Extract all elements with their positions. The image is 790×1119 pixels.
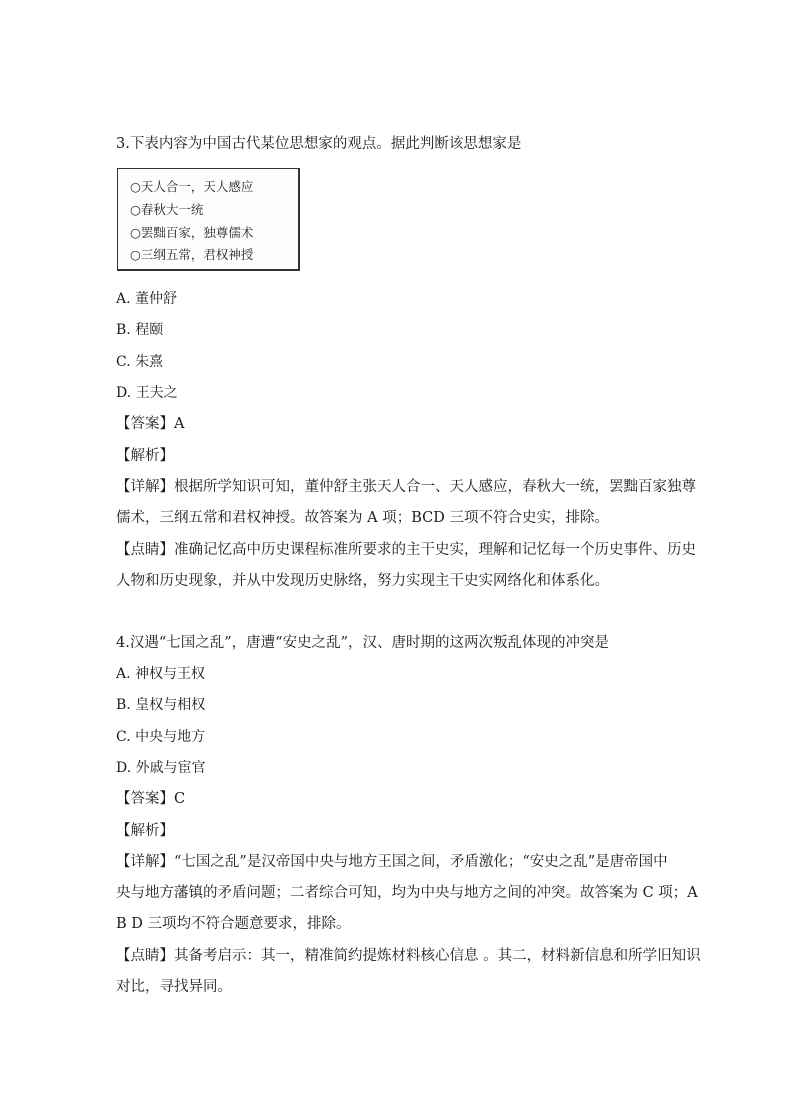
q4-detail-line: B D 三项均不符合题意要求，排除。 (116, 916, 351, 932)
q3-comment-line: 人物和历史现象，并从中发现历史脉络，努力实现主干史实网络化和体系化。 (116, 573, 609, 589)
q4-option-b: B. 皇权与相权 (116, 697, 206, 713)
q4-detail-line: 【详解】“七国之乱”是汉帝国中央与地方王国之间，矛盾激化；“安史之乱”是唐帝国中 (116, 854, 668, 870)
q4-answer: 【答案】C (116, 791, 186, 807)
q4-option-c: C. 中央与地方 (116, 729, 206, 745)
q4-comment-line: 【点睛】其备考启示：其一，精准简约提炼材料核心信息 。其二，材料新信息和所学旧知识 (116, 948, 701, 964)
q3-analysis-title: 【解析】 (116, 448, 174, 464)
q3-table-row: ○春秋大一统 (130, 202, 204, 217)
q3-detail-line: 【详解】根据所学知识可知，董仲舒主张天人合一、天人感应，春秋大一统，罢黜百家独尊 (116, 479, 696, 495)
q4-analysis-title: 【解析】 (116, 823, 174, 839)
q4-detail-line: 央与地方藩镇的矛盾问题；二者综合可知，均为中央与地方之间的冲突。故答案为 C 项；A (116, 885, 698, 901)
q3-table-row: ○天人合一，天人感应 (130, 179, 254, 194)
q3-stem: 3.下表内容为中国古代某位思想家的观点。据此判断该思想家是 (116, 136, 522, 152)
q3-option-b: B. 程颐 (116, 322, 164, 338)
q3-table-row: ○三纲五常，君权神授 (130, 247, 254, 262)
q3-table-row: ○罢黜百家，独尊儒术 (130, 225, 254, 240)
q3-option-a: A. 董仲舒 (116, 291, 178, 307)
q3-detail-line: 儒术，三纲五常和君权神授。故答案为 A 项；BCD 三项不符合史实，排除。 (116, 510, 609, 526)
q4-comment-line: 对比，寻找异同。 (116, 979, 232, 995)
q3-option-d: D. 王夫之 (116, 385, 178, 401)
q3-option-c: C. 朱熹 (116, 354, 164, 370)
q4-option-d: D. 外戚与宦官 (116, 760, 206, 776)
q4-option-a: A. 神权与王权 (116, 666, 206, 682)
q4-stem: 4.汉遇“七国之乱”，唐遭“安史之乱”，汉、唐时期的这两次叛乱体现的冲突是 (116, 635, 609, 651)
q3-comment-line: 【点睛】准确记忆高中历史课程标准所要求的主干史实，理解和记忆每一个历史事件、历史 (116, 542, 696, 558)
q3-viewpoint-table (117, 168, 300, 271)
q3-answer: 【答案】A (116, 416, 185, 432)
